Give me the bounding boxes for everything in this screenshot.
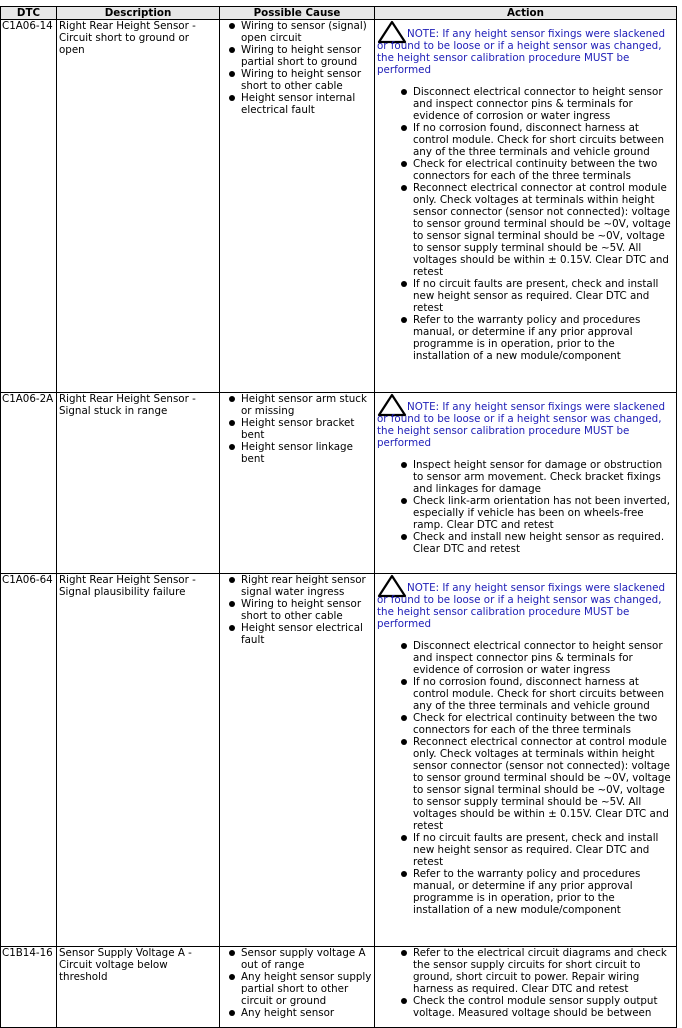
list-item: Check and install new height sensor as required. Clear DTC and retest bbox=[413, 531, 674, 555]
list-item: Reconnect electrical connector at control module only. Check voltages at terminals within height sensor connector (sensor not connected): voltage to sensor ground terminal should be ~0V, voltage to sensor signal terminal should be ~0V, voltage to sensor supply terminal should be ~5V. All voltages should be within ± 0.15V. Clear DTC and retest bbox=[413, 736, 674, 832]
dtc-code: C1A06-64 bbox=[1, 574, 57, 947]
cause-list bbox=[222, 393, 372, 465]
list-item: If no circuit faults are present, check and install new height sensor as required. Clear DTC and retest bbox=[413, 278, 674, 314]
list-item: Height sensor internal electrical fault bbox=[241, 92, 372, 116]
action-cell bbox=[375, 393, 677, 574]
dtc-document bbox=[0, 6, 676, 1028]
header-action: Action bbox=[375, 7, 677, 20]
list-item: Any height sensor supply partial short to other circuit or ground bbox=[241, 971, 372, 1007]
cause-list bbox=[222, 574, 372, 646]
dtc-description: Right Rear Height Sensor - Signal plausibility failure bbox=[57, 574, 220, 947]
note-block bbox=[377, 393, 674, 449]
list-item: Reconnect electrical connector at control module only. Check voltages at terminals within height sensor connector (sensor not connected): voltage to sensor ground terminal should be ~0V, voltage to sensor signal terminal should be ~0V, voltage to sensor supply terminal should be ~5V. All voltages should be within ± 0.15V. Clear DTC and retest bbox=[413, 182, 674, 278]
note-block bbox=[377, 574, 674, 630]
list-item: Disconnect electrical connector to height sensor and inspect connector pins & terminals for evidence of corrosion or water ingress bbox=[413, 640, 674, 676]
list-item: Refer to the electrical circuit diagrams and check the sensor supply circuits for short circuit to ground, short circuit to power. Repair wiring harness as required. Clear DTC and retest bbox=[413, 947, 674, 995]
note-block bbox=[377, 20, 674, 76]
dtc-description: Right Rear Height Sensor - Circuit short to ground or open bbox=[57, 20, 220, 393]
dtc-code: C1B14-16 bbox=[1, 947, 57, 1028]
list-item: Height sensor linkage bent bbox=[241, 441, 372, 465]
list-item: Inspect height sensor for damage or obstruction to sensor arm movement. Check bracket fixings and linkages for damage bbox=[413, 459, 674, 495]
table-row bbox=[1, 393, 677, 574]
action-list bbox=[377, 459, 674, 555]
table-row bbox=[1, 947, 677, 1028]
list-item: Any height sensor bbox=[241, 1007, 372, 1019]
list-item: Check link-arm orientation has not been inverted, especially if vehicle has been on wheels-free ramp. Clear DTC and retest bbox=[413, 495, 674, 531]
list-item: Check for electrical continuity between the two connectors for each of the three terminals bbox=[413, 712, 674, 736]
table-row bbox=[1, 20, 677, 393]
header-possible-cause: Possible Cause bbox=[220, 7, 375, 20]
header-dtc: DTC bbox=[1, 7, 57, 20]
list-item: Check for electrical continuity between the two connectors for each of the three terminals bbox=[413, 158, 674, 182]
list-item: Height sensor bracket bent bbox=[241, 417, 372, 441]
list-item: Disconnect electrical connector to height sensor and inspect connector pins & terminals for evidence of corrosion or water ingress bbox=[413, 86, 674, 122]
dtc-description: Sensor Supply Voltage A - Circuit voltage below threshold bbox=[57, 947, 220, 1028]
possible-cause-cell bbox=[220, 574, 375, 947]
list-item: If no corrosion found, disconnect harness at control module. Check for short circuits between any of the three terminals and vehicle ground bbox=[413, 676, 674, 712]
action-list bbox=[377, 640, 674, 916]
list-item: Check the control module sensor supply output voltage. Measured voltage should be between bbox=[413, 995, 674, 1019]
note-text: NOTE: If any height sensor fixings were slackened or found to be loose or if a height sensor was changed, the height sensor calibration procedure MUST be performed bbox=[377, 401, 666, 449]
list-item: Wiring to height sensor short to other cable bbox=[241, 68, 372, 92]
cause-list bbox=[222, 20, 372, 116]
dtc-code: C1A06-2A bbox=[1, 393, 57, 574]
action-list bbox=[377, 86, 674, 362]
list-item: If no corrosion found, disconnect harness at control module. Check for short circuits between any of the three terminals and vehicle ground bbox=[413, 122, 674, 158]
list-item: Height sensor arm stuck or missing bbox=[241, 393, 372, 417]
list-item: Refer to the warranty policy and procedures manual, or determine if any prior approval programme is in operation, prior to the installation of a new module/component bbox=[413, 314, 674, 362]
list-item: Sensor supply voltage A out of range bbox=[241, 947, 372, 971]
action-cell bbox=[375, 574, 677, 947]
list-item: Wiring to height sensor partial short to ground bbox=[241, 44, 372, 68]
action-cell bbox=[375, 947, 677, 1028]
list-item: Wiring to height sensor short to other cable bbox=[241, 598, 372, 622]
cause-list bbox=[222, 947, 372, 1019]
action-cell bbox=[375, 20, 677, 393]
list-item: Height sensor electrical fault bbox=[241, 622, 372, 646]
possible-cause-cell bbox=[220, 20, 375, 393]
possible-cause-cell bbox=[220, 393, 375, 574]
list-item: If no circuit faults are present, check and install new height sensor as required. Clear DTC and retest bbox=[413, 832, 674, 868]
note-text: NOTE: If any height sensor fixings were slackened or found to be loose or if a height sensor was changed, the height sensor calibration procedure MUST be performed bbox=[377, 28, 666, 76]
table-row bbox=[1, 574, 677, 947]
note-text: NOTE: If any height sensor fixings were slackened or found to be loose or if a height sensor was changed, the height sensor calibration procedure MUST be performed bbox=[377, 582, 666, 630]
list-item: Wiring to sensor (signal) open circuit bbox=[241, 20, 372, 44]
possible-cause-cell bbox=[220, 947, 375, 1028]
action-list bbox=[377, 947, 674, 1019]
dtc-code: C1A06-14 bbox=[1, 20, 57, 393]
header-description: Description bbox=[57, 7, 220, 20]
list-item: Refer to the warranty policy and procedures manual, or determine if any prior approval programme is in operation, prior to the installation of a new module/component bbox=[413, 868, 674, 916]
dtc-table bbox=[0, 6, 677, 1028]
table-header-row bbox=[1, 7, 677, 20]
list-item: Right rear height sensor signal water ingress bbox=[241, 574, 372, 598]
dtc-description: Right Rear Height Sensor - Signal stuck in range bbox=[57, 393, 220, 574]
